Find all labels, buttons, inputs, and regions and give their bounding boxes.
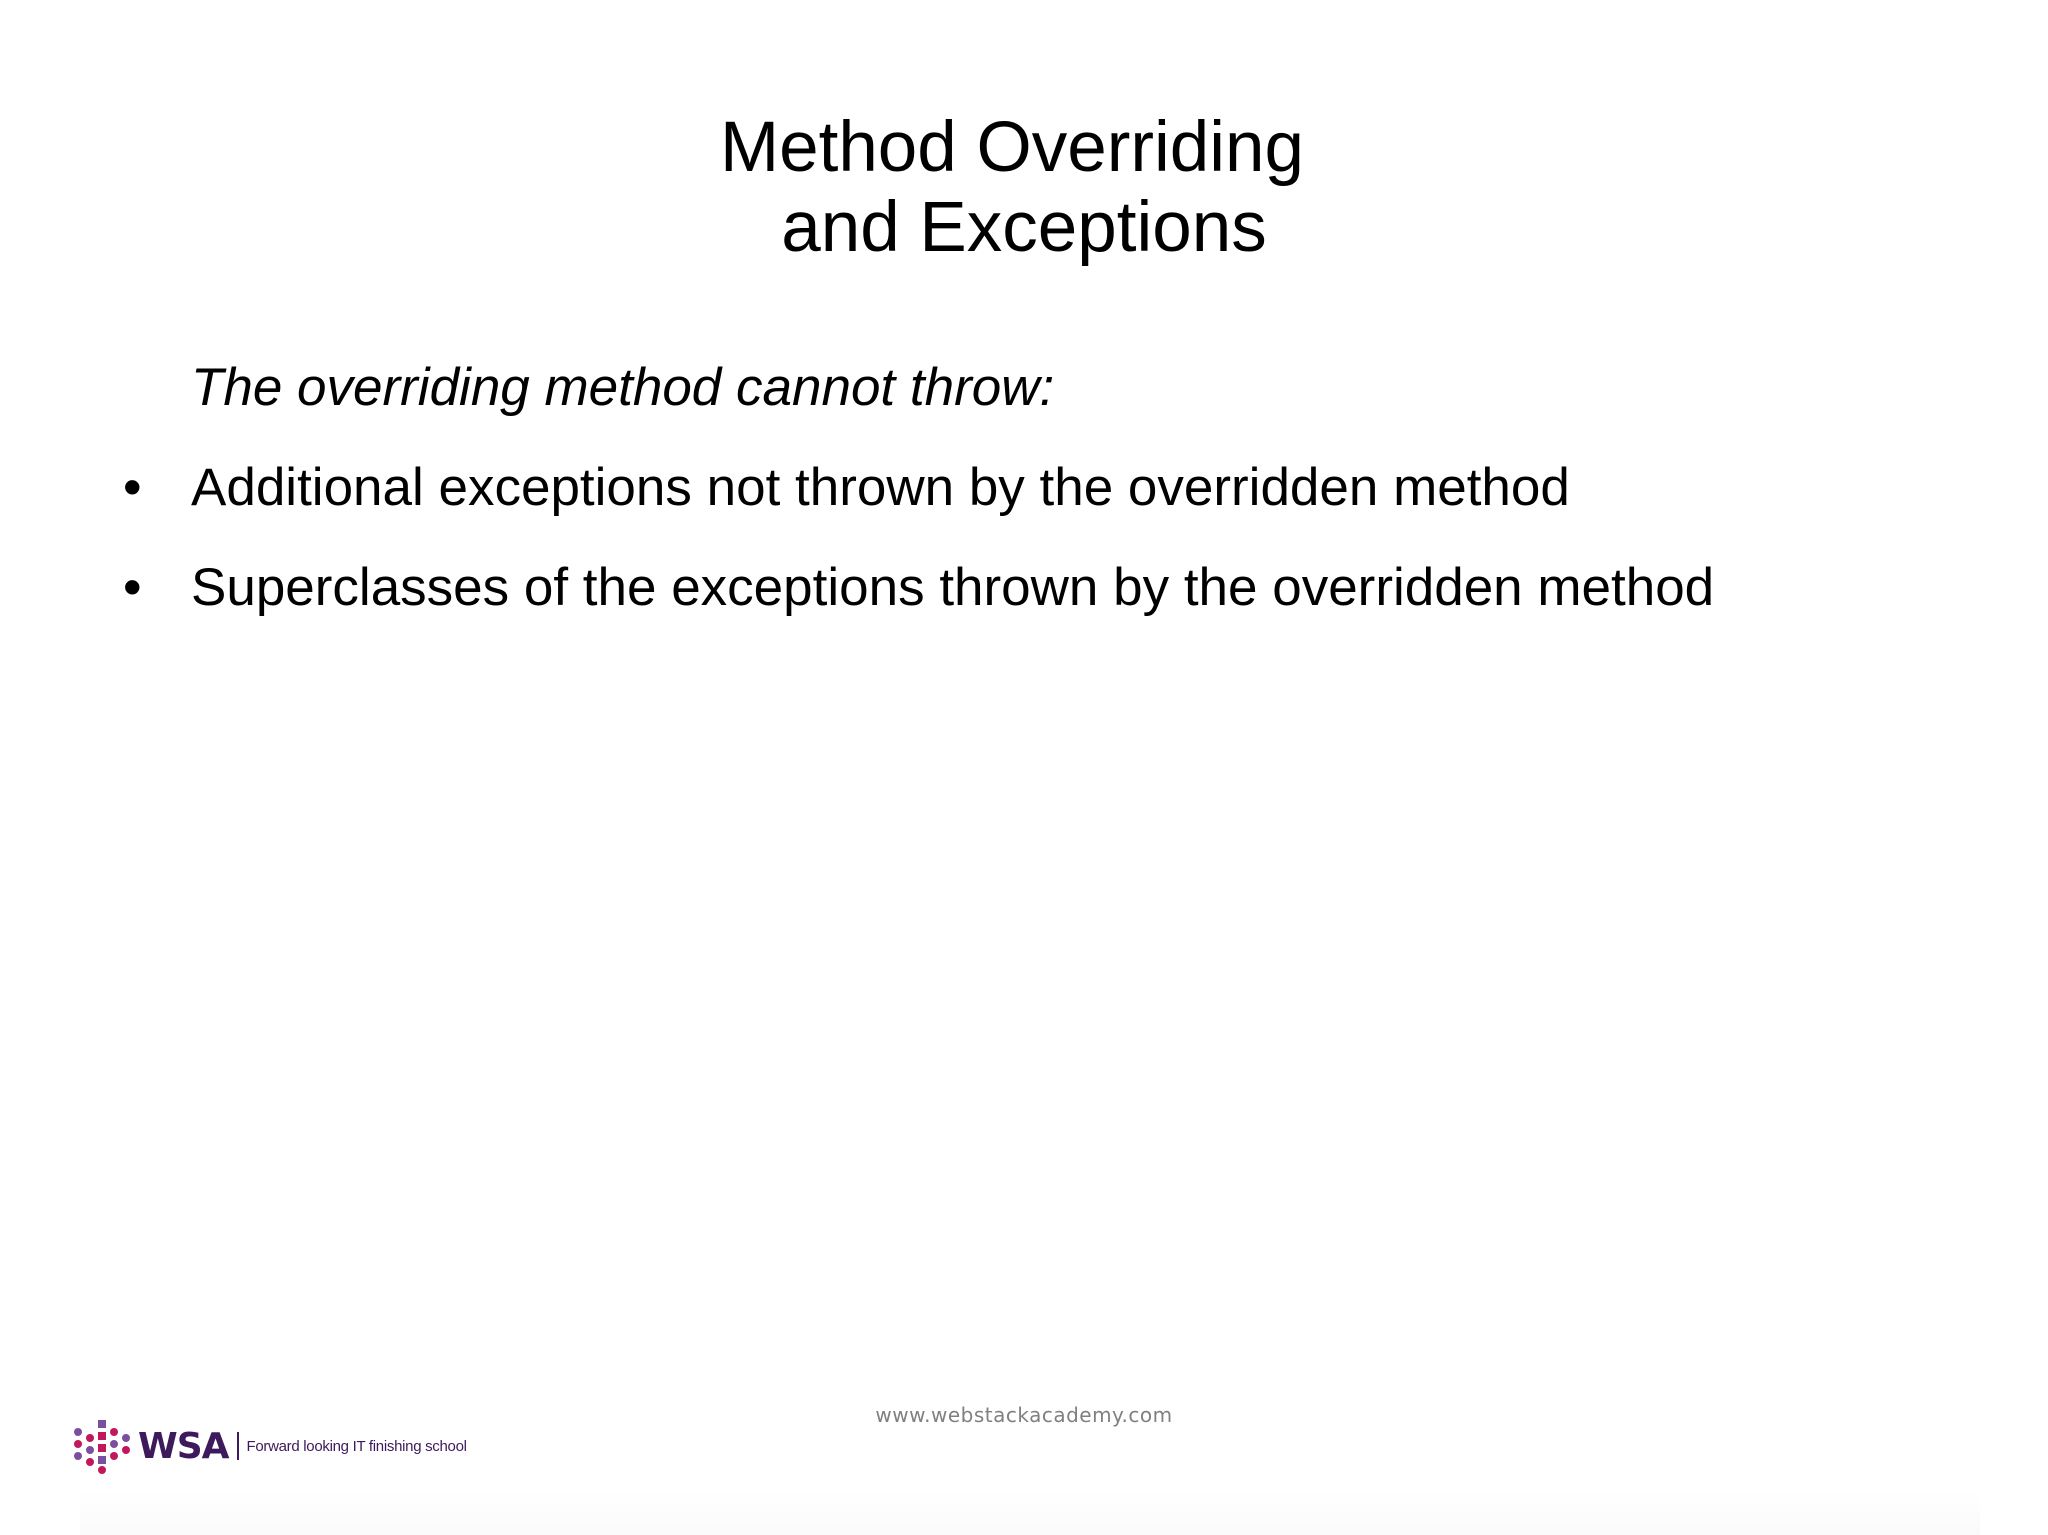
bullet-text: Additional exceptions not thrown by the overridden method [191, 458, 1570, 517]
logo-wordmark: WSA [138, 1425, 229, 1467]
slide-title [0, 108, 2048, 268]
slide-title-line1: Method Overriding [719, 108, 1305, 187]
logo-tagline: Forward looking IT finishing school [246, 1437, 467, 1455]
logo-dots-icon [72, 1418, 130, 1474]
bullet-dot: • [123, 558, 142, 617]
bullet-text: Superclasses of the exceptions thrown by the overridden method [191, 558, 1715, 617]
slide-title-line2: and Exceptions [781, 188, 1267, 267]
intro-text: The overriding method cannot throw: [191, 358, 1055, 417]
footer-url: www.webstackacademy.com [875, 1403, 1173, 1427]
bottom-shadow [80, 1490, 1980, 1535]
logo-separator [237, 1432, 239, 1460]
bullet-dot: • [123, 458, 142, 517]
wsa-logo [72, 1418, 467, 1474]
